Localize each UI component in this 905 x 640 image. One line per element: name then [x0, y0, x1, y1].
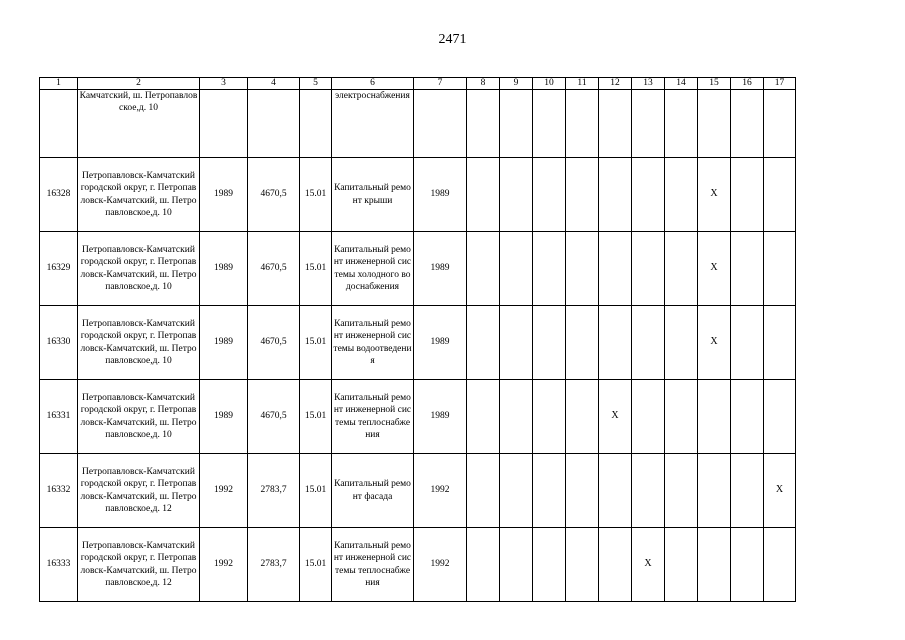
column-number: 16 [731, 78, 764, 90]
cell-empty [731, 306, 764, 380]
cell-empty [566, 454, 599, 528]
cell-code: 15.01 [300, 380, 332, 454]
cell-year-plan: 1989 [414, 380, 467, 454]
cell-address: Петропавловск-Камчатский городской округ, г. Петропавловск-Камчатский, ш. Петропавловское,д. 10 [78, 158, 200, 232]
column-number: 7 [414, 78, 467, 90]
cell-work: Капитальный ремонт инженерной системы водоотведения [332, 306, 414, 380]
cell-empty [500, 380, 533, 454]
cell-empty [698, 528, 731, 602]
cell-empty [566, 528, 599, 602]
cell-work: Капитальный ремонт инженерной системы теплоснабжения [332, 528, 414, 602]
cell-empty [731, 158, 764, 232]
cell-address: Петропавловск-Камчатский городской округ, г. Петропавловск-Камчатский, ш. Петропавловское,д. 10 [78, 232, 200, 306]
cell-empty [599, 454, 632, 528]
cell-area: 2783,7 [248, 528, 300, 602]
cell-empty [500, 454, 533, 528]
column-number-row [40, 78, 796, 90]
cell-empty [467, 528, 500, 602]
column-number: 10 [533, 78, 566, 90]
cell-mark: Х [599, 380, 632, 454]
cell-empty [731, 380, 764, 454]
cell-empty [533, 232, 566, 306]
cell-year: 1989 [200, 380, 248, 454]
cell-id: 16332 [40, 454, 78, 528]
cell-id: 16329 [40, 232, 78, 306]
cell-work: Капитальный ремонт инженерной системы теплоснабжения [332, 380, 414, 454]
cell-empty [665, 380, 698, 454]
table-row [40, 380, 796, 454]
table-row [40, 232, 796, 306]
cell-year: 1989 [200, 306, 248, 380]
cell-empty [632, 454, 665, 528]
cell-year-plan: 1989 [414, 158, 467, 232]
cell-work: Капитальный ремонт фасада [332, 454, 414, 528]
cell-address: Камчатский, ш. Петропавловское,д. 10 [78, 90, 200, 158]
table-row [40, 158, 796, 232]
cell-empty [533, 454, 566, 528]
cell-empty [467, 380, 500, 454]
cell-empty [467, 454, 500, 528]
cell-empty [500, 232, 533, 306]
page-number: 2471 [438, 32, 467, 47]
cell-work: электроснабжения [332, 90, 414, 158]
cell-code: 15.01 [300, 158, 332, 232]
cell-area: 4670,5 [248, 306, 300, 380]
cell-code: 15.01 [300, 306, 332, 380]
cell-address: Петропавловск-Камчатский городской округ, г. Петропавловск-Камчатский, ш. Петропавловское,д. 10 [78, 380, 200, 454]
column-number: 14 [665, 78, 698, 90]
cell-empty [467, 232, 500, 306]
cell-code: 15.01 [300, 232, 332, 306]
cell-code: 15.01 [300, 454, 332, 528]
cell-empty [698, 454, 731, 528]
cell-empty [764, 380, 796, 454]
cell-empty [599, 306, 632, 380]
register-table [39, 77, 796, 602]
cell-mark: Х [764, 454, 796, 528]
cell-empty [632, 232, 665, 306]
cell-empty [500, 158, 533, 232]
cell-empty [698, 380, 731, 454]
column-number: 3 [200, 78, 248, 90]
cell-area: 4670,5 [248, 380, 300, 454]
cell-area: 4670,5 [248, 158, 300, 232]
cell-year-plan: 1989 [414, 306, 467, 380]
cell-empty [566, 306, 599, 380]
column-number: 9 [500, 78, 533, 90]
cell-mark: Х [698, 158, 731, 232]
cell-id [40, 90, 78, 158]
cell-empty [665, 528, 698, 602]
cell-empty [533, 306, 566, 380]
cell-empty [599, 232, 632, 306]
table-row [40, 528, 796, 602]
cell-empty [731, 232, 764, 306]
cell-empty [665, 454, 698, 528]
cell-empty [599, 528, 632, 602]
column-number: 2 [78, 78, 200, 90]
cell-empty [632, 158, 665, 232]
cell-year-plan: 1992 [414, 528, 467, 602]
table-row [40, 454, 796, 528]
column-number: 8 [467, 78, 500, 90]
cell-year: 1989 [200, 158, 248, 232]
column-number: 17 [764, 78, 796, 90]
cell-empty [764, 528, 796, 602]
cell-empty [467, 306, 500, 380]
cell-mark: Х [632, 528, 665, 602]
cell-id: 16333 [40, 528, 78, 602]
cell-empty [731, 454, 764, 528]
cell-code: 15.01 [300, 528, 332, 602]
cell-empty [665, 158, 698, 232]
cell-empty [632, 306, 665, 380]
cell-id: 16331 [40, 380, 78, 454]
cell-empty [731, 528, 764, 602]
cell-address: Петропавловск-Камчатский городской округ, г. Петропавловск-Камчатский, ш. Петропавловское,д. 10 [78, 306, 200, 380]
cell-work: Капитальный ремонт инженерной системы холодного водоснабжения [332, 232, 414, 306]
cell-empty [500, 528, 533, 602]
column-number: 11 [566, 78, 599, 90]
cell-empty [665, 306, 698, 380]
cell-empty [599, 158, 632, 232]
cell-empty [500, 306, 533, 380]
cell-empty [764, 306, 796, 380]
cell-year: 1992 [200, 454, 248, 528]
cell-empty [467, 158, 500, 232]
cell-area [248, 90, 300, 158]
table-row-continuation [40, 90, 796, 158]
cell-empty [566, 158, 599, 232]
cell-work: Капитальный ремонт крыши [332, 158, 414, 232]
table-row [40, 306, 796, 380]
cell-id: 16328 [40, 158, 78, 232]
column-number: 12 [599, 78, 632, 90]
cell-mark: Х [698, 232, 731, 306]
cell-year-plan: 1992 [414, 454, 467, 528]
cell-empty [566, 380, 599, 454]
cell-empty [533, 158, 566, 232]
cell-year: 1992 [200, 528, 248, 602]
cell-empty [632, 380, 665, 454]
column-number: 5 [300, 78, 332, 90]
cell-mark: Х [698, 306, 731, 380]
cell-area: 4670,5 [248, 232, 300, 306]
cell-empty [566, 232, 599, 306]
cell-code [300, 90, 332, 158]
column-number: 15 [698, 78, 731, 90]
column-number: 6 [332, 78, 414, 90]
cell-year-plan: 1989 [414, 232, 467, 306]
cell-year: 1989 [200, 232, 248, 306]
column-number: 13 [632, 78, 665, 90]
cell-empty [764, 232, 796, 306]
cell-area: 2783,7 [248, 454, 300, 528]
cell-empty [533, 528, 566, 602]
cell-year-plan [414, 90, 467, 158]
column-number: 1 [40, 78, 78, 90]
cell-address: Петропавловск-Камчатский городской округ, г. Петропавловск-Камчатский, ш. Петропавловское,д. 12 [78, 528, 200, 602]
cell-id: 16330 [40, 306, 78, 380]
cell-address: Петропавловск-Камчатский городской округ, г. Петропавловск-Камчатский, ш. Петропавловское,д. 12 [78, 454, 200, 528]
cell-year [200, 90, 248, 158]
cell-empty [764, 158, 796, 232]
cell-empty [665, 232, 698, 306]
column-number: 4 [248, 78, 300, 90]
cell-empty [533, 380, 566, 454]
